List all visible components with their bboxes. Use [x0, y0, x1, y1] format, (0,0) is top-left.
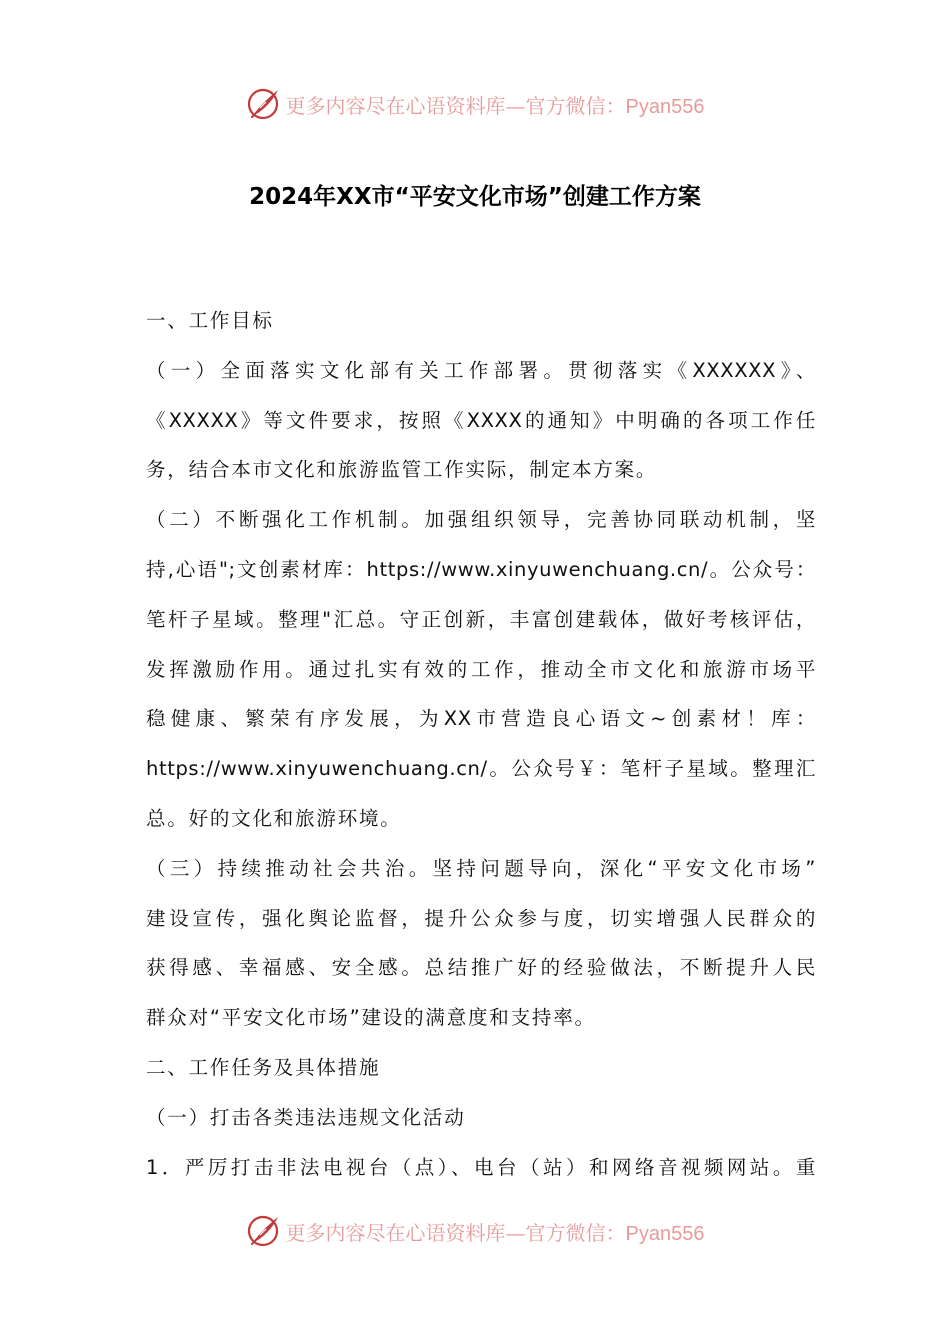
body-line: （一）打击各类违法违规文化活动: [146, 1105, 466, 1129]
header-banner: [0, 84, 950, 124]
header-banner-text: 更多内容尽在心语资料库—官方微信：Pyan556: [285, 93, 705, 118]
body-line: 发挥激励作用。通过扎实有效的工作，推动全市文化和旅游市场平: [146, 657, 816, 681]
quill-pen-circle-icon: [246, 86, 282, 122]
footer-banner: [0, 1211, 950, 1251]
header-wechat-id: Pyan556: [625, 95, 705, 118]
quill-pen-circle-icon: [246, 1213, 282, 1249]
body-line: 稳健康、繁荣有序发展，为XX市营造良心语文~创素材！库：: [146, 707, 816, 731]
body-line: 《XXXXX》等文件要求，按照《XXXX的通知》中明确的各项工作任: [146, 408, 816, 432]
body-line: https://www.xinyuwenchuang.cn/。公众号￥：笔杆子星域。整理汇: [146, 757, 816, 781]
body-line: 获得感、幸福感、安全感。总结推广好的经验做法，不断提升人民: [146, 956, 816, 980]
body-line: 1．严厉打击非法电视台（点）、电台（站）和网络音视频网站。重: [146, 1155, 816, 1179]
body-line: 一、工作目标: [146, 309, 274, 332]
body-line: （一）全面落实文化部有关工作部署。贯彻落实《XXXXXX》、: [146, 358, 816, 382]
document-title: 2024年XX市“平安文化市场”创建工作方案: [249, 184, 701, 210]
footer-banner-text: 更多内容尽在心语资料库—官方微信：Pyan556: [285, 1220, 705, 1245]
body-line: 建设宣传，强化舆论监督，提升公众参与度，切实增强人民群众的: [146, 906, 816, 930]
body-line: （三）持续推动社会共治。坚持问题导向，深化“平安文化市场”: [146, 856, 816, 880]
body-line: 群众对“平安文化市场”建设的满意度和支持率。: [146, 1006, 596, 1030]
body-line: 务，结合本市文化和旅游监管工作实际，制定本方案。: [146, 458, 658, 482]
body-line: 总。好的文化和旅游环境。: [146, 806, 402, 830]
body-line: 二、工作任务及具体措施: [146, 1055, 381, 1079]
body-line: 笔杆子星域。整理"汇总。守正创新，丰富创建载体，做好考核评估，: [146, 607, 816, 631]
footer-wechat-id: Pyan556: [625, 1222, 705, 1245]
body-line: （二）不断强化工作机制。加强组织领导，完善协同联动机制，坚: [146, 508, 816, 532]
document-body: [146, 296, 816, 1192]
body-line: 持,心语";文创素材库：https://www.xinyuwenchuang.cn/。公众号：: [146, 557, 816, 581]
